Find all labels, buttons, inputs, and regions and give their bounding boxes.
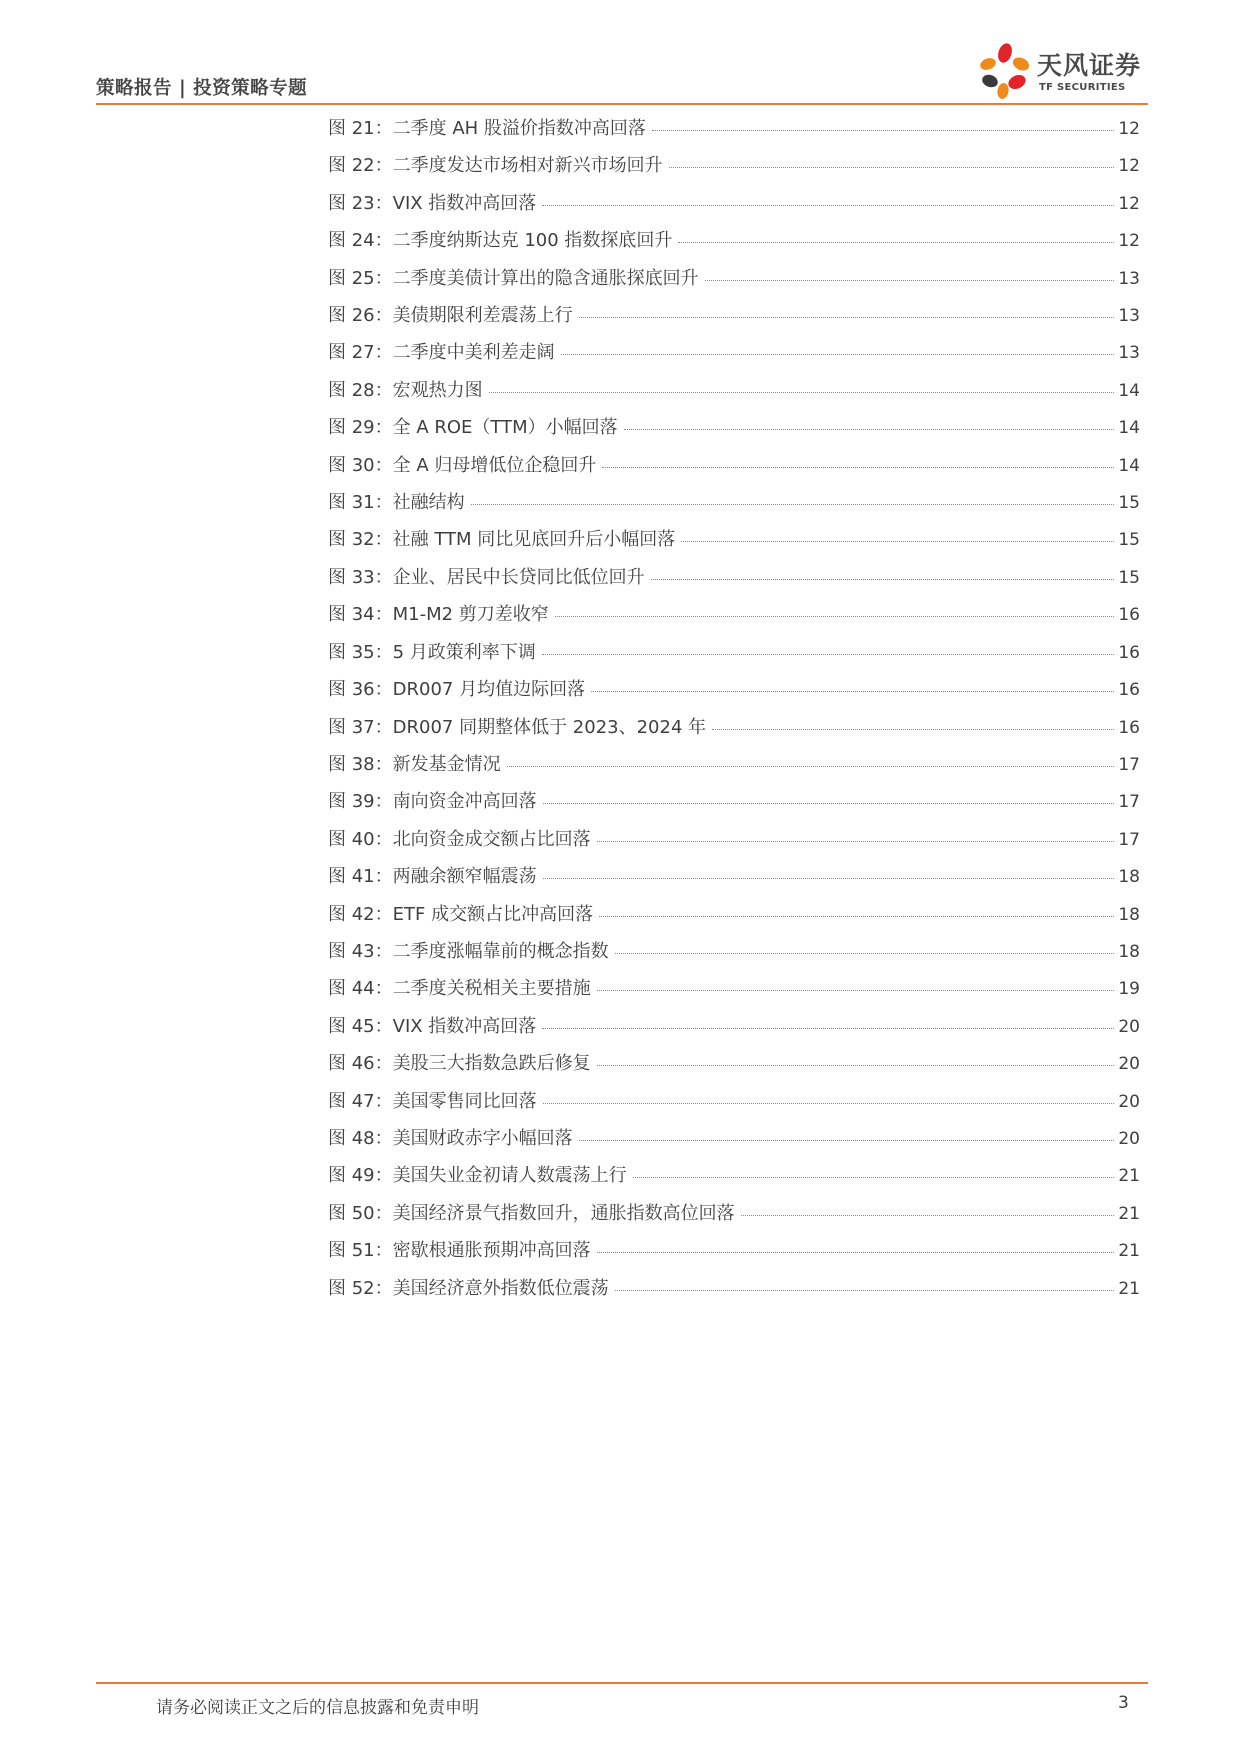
toc-entry[interactable] [328, 525, 1140, 562]
toc-entry-page: 16 [1118, 717, 1140, 738]
toc-entry[interactable] [328, 301, 1140, 338]
toc-entry-page: 18 [1118, 941, 1140, 962]
toc-entry[interactable] [328, 825, 1140, 862]
toc-entry-page: 12 [1118, 119, 1140, 139]
toc-entry-page: 15 [1118, 567, 1140, 588]
toc-entry-page: 16 [1118, 680, 1140, 701]
toc-entry[interactable] [328, 1087, 1140, 1124]
toc-entry-page: 14 [1118, 455, 1140, 476]
toc-entry[interactable] [328, 189, 1140, 226]
toc-dot-leader [542, 653, 1115, 655]
toc-entry-label: 图 42：ETF 成交额占比冲高回落 [328, 903, 594, 925]
footer-divider [96, 1682, 1148, 1684]
toc-dot-leader [543, 802, 1115, 804]
toc-dot-leader [555, 615, 1115, 617]
toc-dot-leader [542, 204, 1114, 206]
toc-entry-page: 13 [1118, 343, 1140, 364]
toc-entry-label: 图 39：南向资金冲高回落 [328, 791, 537, 813]
toc-entry-page: 15 [1118, 493, 1140, 514]
logo-wordmark: 天风证券 [1037, 51, 1142, 80]
toc-dot-leader [705, 279, 1115, 281]
header-divider [96, 103, 1148, 105]
toc-entry-page: 18 [1118, 904, 1140, 925]
toc-entry-label: 图 48：美国财政赤字小幅回落 [328, 1127, 573, 1149]
toc-entry-page: 12 [1118, 231, 1140, 252]
toc-entry-label: 图 52：美国经济意外指数低位震荡 [328, 1277, 609, 1299]
toc-entry-page: 21 [1118, 1241, 1140, 1262]
toc-entry[interactable] [328, 1199, 1140, 1236]
toc-entry-label: 图 34：M1-M2 剪刀差收窄 [328, 604, 549, 626]
toc-entry-label: 图 49：美国失业金初请人数震荡上行 [328, 1165, 627, 1187]
logo-subtitle: TF SECURITIES [1039, 82, 1126, 93]
toc-dot-leader [597, 989, 1115, 991]
toc-entry[interactable] [328, 151, 1140, 188]
toc-entry-label: 图 24：二季度纳斯达克 100 指数探底回升 [328, 230, 673, 252]
toc-entry[interactable] [328, 900, 1140, 937]
toc-entry-page: 17 [1118, 829, 1140, 850]
toc-entry-page: 14 [1118, 418, 1140, 439]
footer-disclaimer: 请务必阅读正文之后的信息披露和免责申明 [156, 1698, 479, 1718]
page-number: 3 [1118, 1693, 1129, 1713]
toc-dot-leader [669, 166, 1115, 168]
toc-entry[interactable] [328, 226, 1140, 263]
toc-dot-leader [712, 728, 1114, 730]
toc-entry-label: 图 46：美股三大指数急跌后修复 [328, 1053, 591, 1075]
toc-entry-page: 13 [1118, 306, 1140, 327]
toc-entry[interactable] [328, 862, 1140, 899]
toc-entry-page: 13 [1118, 268, 1140, 289]
toc-dot-leader [489, 391, 1115, 393]
toc-entry-label: 图 22：二季度发达市场相对新兴市场回升 [328, 155, 663, 177]
toc-entry[interactable] [328, 114, 1140, 151]
toc-entry[interactable] [328, 338, 1140, 375]
toc-entry-label: 图 25：二季度美债计算出的隐含通胀探底回升 [328, 267, 699, 289]
toc-entry-page: 20 [1118, 1128, 1140, 1149]
toc-dot-leader [651, 578, 1115, 580]
toc-entry-label: 图 40：北向资金成交额占比回落 [328, 828, 591, 850]
toc-entry-label: 图 36：DR007 月均值边际回落 [328, 679, 586, 701]
toc-dot-leader [624, 428, 1115, 430]
toc-dot-leader [579, 316, 1115, 318]
toc-dot-leader [597, 1064, 1115, 1066]
toc-entry-label: 图 38：新发基金情况 [328, 753, 501, 775]
toc-dot-leader [597, 1251, 1115, 1253]
toc-entry-page: 17 [1118, 754, 1140, 775]
toc-entry-label: 图 47：美国零售同比回落 [328, 1090, 537, 1112]
toc-entry[interactable] [328, 974, 1140, 1011]
toc-entry[interactable] [328, 750, 1140, 787]
toc-entry-page: 20 [1118, 1054, 1140, 1075]
toc-entry[interactable] [328, 488, 1140, 525]
toc-entry-label: 图 37：DR007 同期整体低于 2023、2024 年 [328, 716, 707, 738]
toc-entry-label: 图 35：5 月政策利率下调 [328, 641, 536, 663]
toc-entry-label: 图 45：VIX 指数冲高回落 [328, 1015, 537, 1037]
toc-entry-page: 16 [1118, 642, 1140, 663]
toc-dot-leader [597, 840, 1115, 842]
toc-entry-page: 19 [1118, 979, 1140, 1000]
toc-entry-page: 16 [1118, 605, 1140, 626]
toc-entry-page: 15 [1118, 530, 1140, 551]
toc-entry[interactable] [328, 413, 1140, 450]
toc-dot-leader [507, 765, 1115, 767]
toc-entry[interactable] [328, 675, 1140, 712]
toc-dot-leader [543, 877, 1115, 879]
toc-entry[interactable] [328, 563, 1140, 600]
toc-entry[interactable] [328, 1049, 1140, 1086]
toc-entry-page: 12 [1118, 156, 1140, 177]
toc-dot-leader [678, 241, 1114, 243]
toc-entry-label: 图 21：二季度 AH 股溢价指数冲高回落 [328, 118, 646, 139]
toc-entry[interactable] [328, 1161, 1140, 1198]
toc-dot-leader [591, 690, 1114, 692]
toc-entry-page: 12 [1118, 193, 1140, 214]
toc-entry-label: 图 30：全 A 归母增低位企稳回升 [328, 454, 597, 476]
toc-entry-page: 14 [1118, 380, 1140, 401]
toc-dot-leader [602, 466, 1114, 468]
toc-entry-page: 20 [1118, 1016, 1140, 1037]
toc-entry[interactable] [328, 1012, 1140, 1049]
toc-entry[interactable] [328, 264, 1140, 301]
toc-entry-page: 20 [1118, 1091, 1140, 1112]
figure-table-of-contents [328, 114, 1140, 1311]
toc-entry-label: 图 50：美国经济景气指数回升，通胀指数高位回落 [328, 1202, 735, 1224]
toc-entry-label: 图 29：全 A ROE（TTM）小幅回落 [328, 417, 618, 439]
toc-entry[interactable] [328, 787, 1140, 824]
report-category-title: 策略报告 | 投资策略专题 [96, 78, 308, 99]
toc-dot-leader [561, 353, 1115, 355]
toc-entry-label: 图 41：两融余额窄幅震荡 [328, 866, 537, 888]
toc-dot-leader [579, 1139, 1115, 1141]
toc-dot-leader [633, 1176, 1115, 1178]
company-logo [975, 40, 1155, 104]
toc-entry-label: 图 51：密歇根通胀预期冲高回落 [328, 1240, 591, 1262]
toc-dot-leader [741, 1214, 1115, 1216]
toc-entry-label: 图 28：宏观热力图 [328, 379, 483, 401]
toc-entry-page: 21 [1118, 1166, 1140, 1187]
toc-entry[interactable] [328, 638, 1140, 675]
toc-dot-leader [681, 540, 1114, 542]
toc-entry-page: 17 [1118, 792, 1140, 813]
toc-entry-label: 图 44：二季度关税相关主要措施 [328, 978, 591, 1000]
toc-entry[interactable] [328, 937, 1140, 974]
toc-dot-leader [615, 1289, 1115, 1291]
toc-entry-label: 图 31：社融结构 [328, 492, 465, 514]
toc-entry-label: 图 27：二季度中美利差走阔 [328, 342, 555, 364]
toc-entry[interactable] [328, 1124, 1140, 1161]
toc-dot-leader [615, 952, 1115, 954]
toc-dot-leader [652, 129, 1114, 131]
flower-logo-icon [975, 40, 1037, 100]
toc-entry[interactable] [328, 376, 1140, 413]
toc-dot-leader [599, 915, 1114, 917]
toc-entry-label: 图 26：美债期限利差震荡上行 [328, 305, 573, 327]
toc-dot-leader [543, 1102, 1115, 1104]
toc-entry-label: 图 33：企业、居民中长贷同比低位回升 [328, 566, 645, 588]
toc-entry-label: 图 23：VIX 指数冲高回落 [328, 192, 537, 214]
toc-entry-page: 21 [1118, 1278, 1140, 1299]
toc-entry-label: 图 43：二季度涨幅靠前的概念指数 [328, 940, 609, 962]
toc-entry-label: 图 32：社融 TTM 同比见底回升后小幅回落 [328, 529, 676, 551]
toc-entry[interactable] [328, 1274, 1140, 1311]
toc-entry[interactable] [328, 600, 1140, 637]
toc-entry-page: 21 [1118, 1203, 1140, 1224]
toc-dot-leader [542, 1027, 1114, 1029]
toc-entry[interactable] [328, 1236, 1140, 1273]
toc-entry-page: 18 [1118, 867, 1140, 888]
toc-entry[interactable] [328, 713, 1140, 750]
toc-entry[interactable] [328, 451, 1140, 488]
toc-dot-leader [471, 503, 1115, 505]
